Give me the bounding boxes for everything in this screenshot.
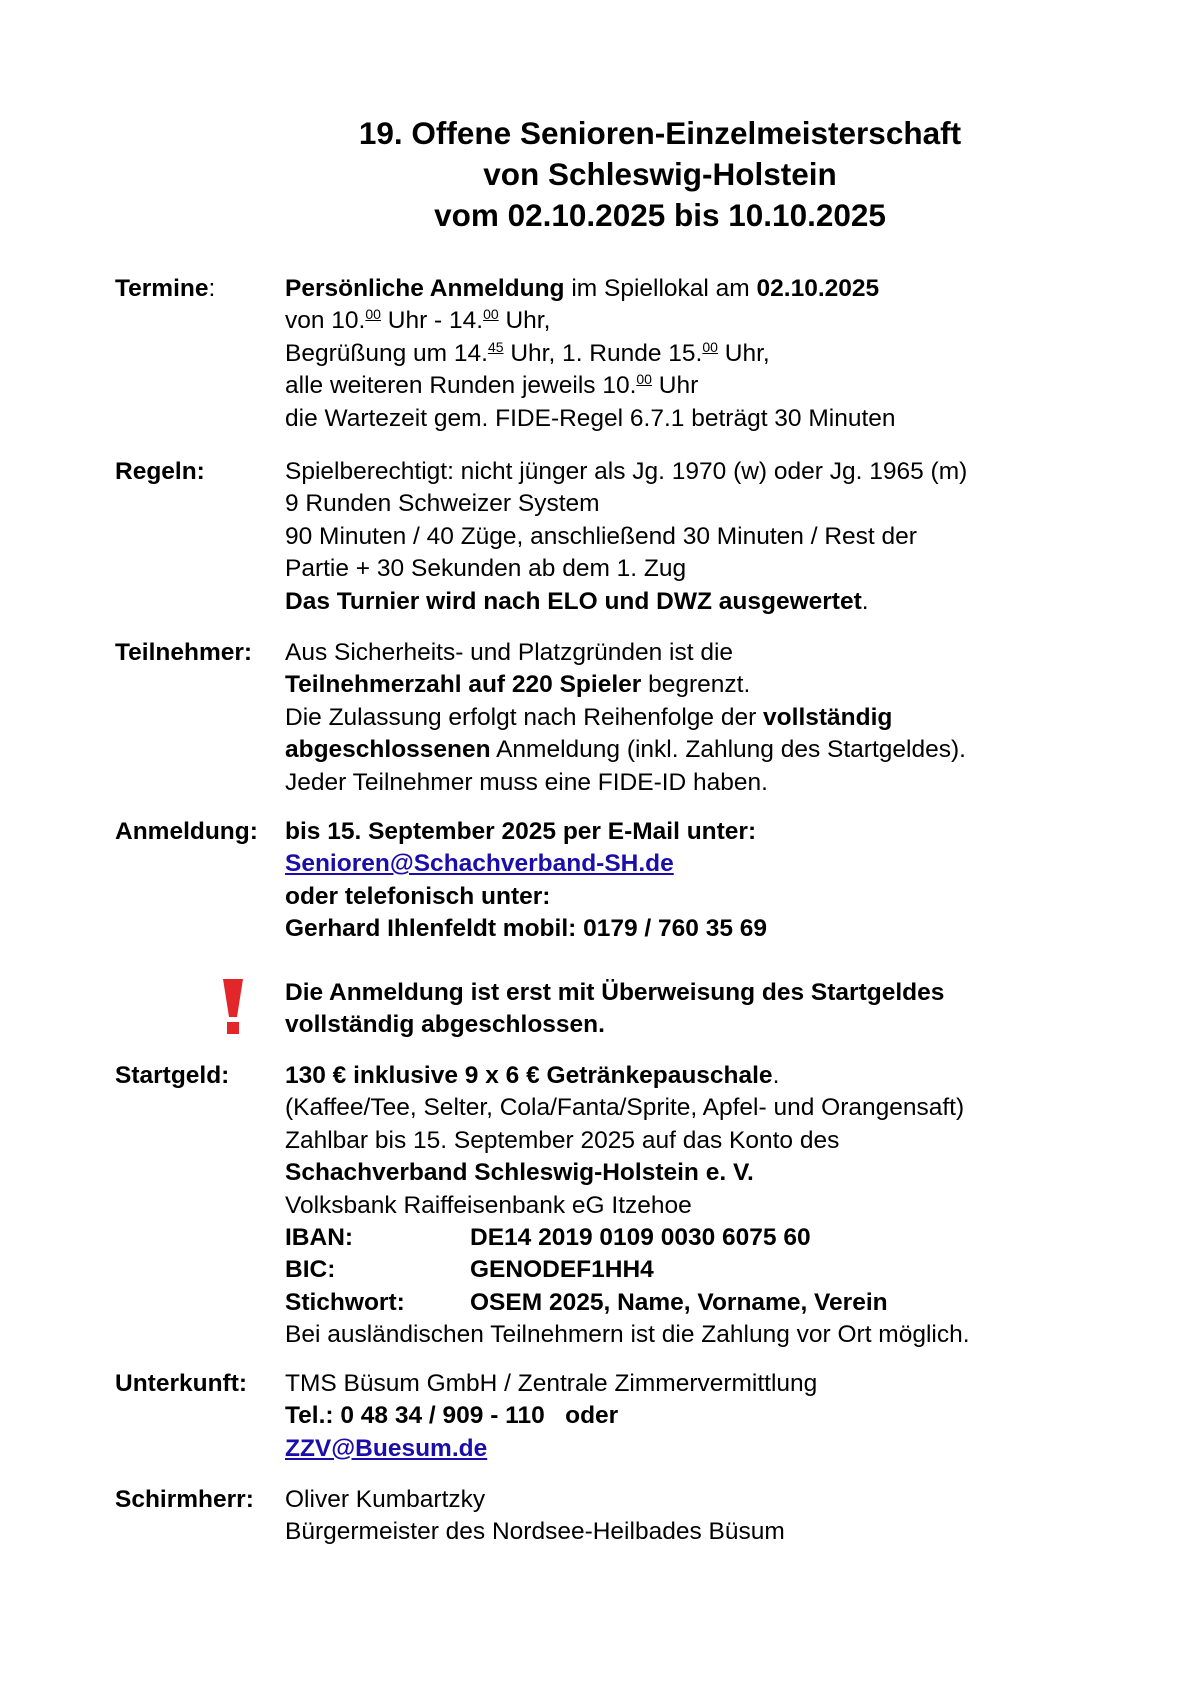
regeln-line: Spielberechtigt: nicht jünger als Jg. 1970 (w) oder Jg. 1965 (m) [285,458,968,485]
email-link-senioren[interactable]: Senioren@Schachverband-SH.de [285,850,674,878]
label-regeln: Regeln: [115,458,205,485]
termine-wartezeit: die Wartezeit gem. FIDE-Regel 6.7.1 beträgt 30 Minuten [285,404,896,432]
page-title [0,113,1190,236]
regeln-line: 90 Minuten / 40 Züge, anschließend 30 Minuten / Rest der [285,522,917,550]
title-line-2: von Schleswig-Holstein [483,156,837,192]
phone-number: Gerhard Ihlenfeldt mobil: 0179 / 760 35 69 [285,915,768,943]
regeln-line: 9 Runden Schweizer System [285,490,600,518]
stichwort-value: OSEM 2025, Name, Vorname, Verein [470,1288,888,1316]
label-unterkunft: Unterkunft: [115,1370,248,1397]
bic-value: GENODEF1HH4 [470,1256,654,1284]
label-termine: Termine: [115,275,216,302]
label-startgeld: Startgeld: [115,1062,230,1089]
label-schirmherr: Schirmherr: [115,1486,254,1513]
iban-value: DE14 2019 0109 0030 6075 60 [470,1223,811,1251]
exclamation-icon [220,977,246,1035]
label-anmeldung: Anmeldung: [115,818,258,845]
title-line-3: vom 02.10.2025 bis 10.10.2025 [434,197,886,233]
label-teilnehmer: Teilnehmer: [115,639,253,666]
title-line-1: 19. Offene Senioren-Einzelmeisterschaft [358,115,962,151]
regeln-line: Partie + 30 Sekunden ab dem 1. Zug [285,555,687,583]
email-link-zzv[interactable]: ZZV@Buesum.de [285,1434,488,1462]
termine-bold: Persönliche Anmeldung [285,275,565,302]
